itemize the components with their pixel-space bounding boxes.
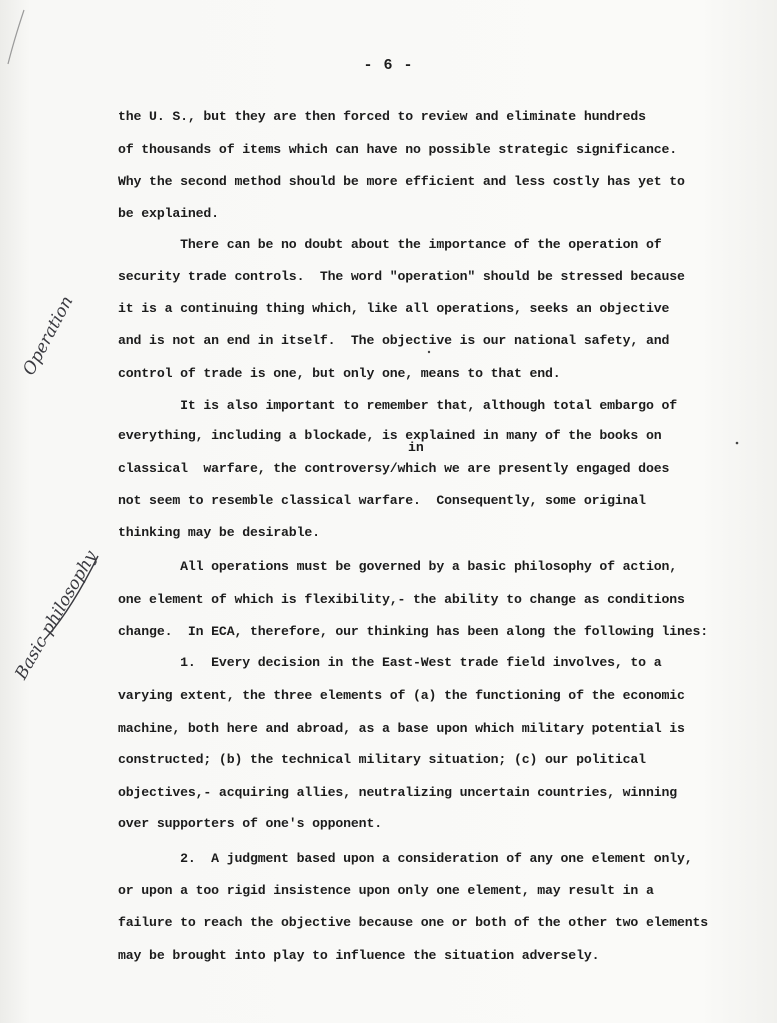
ink-dot (736, 442, 739, 445)
text-line: objectives,- acquiring allies, neutralizing uncertain countries, winning (118, 785, 677, 800)
margin-note-operation: Operation (19, 292, 78, 379)
text-line: machine, both here and abroad, as a base upon which military potential is (118, 721, 685, 736)
text-line: everything, including a blockade, is explained in many of the books on (118, 428, 662, 443)
text-line: There can be no doubt about the importance of the operation of (118, 237, 662, 252)
text-line: 1. Every decision in the East-West trade field involves, to a (118, 655, 662, 670)
page-number: - 6 - (363, 57, 414, 74)
text-line: change. In ECA, therefore, our thinking has been along the following lines: (118, 624, 709, 639)
text-line: 2. A judgment based upon a consideration of any one element only, (118, 851, 693, 866)
text-line: of thousands of items which can have no possible strategic significance. (118, 142, 677, 157)
text-line: thinking may be desirable. (118, 525, 320, 540)
text-line: not seem to resemble classical warfare. Consequently, some original (118, 493, 646, 508)
text-line: constructed; (b) the technical military situation; (c) our political (118, 752, 646, 767)
text-line: be explained. (118, 206, 219, 221)
text-line: over supporters of one's opponent. (118, 816, 382, 831)
text-line: Why the second method should be more efficient and less costly has yet to (118, 174, 685, 189)
text-line: it is a continuing thing which, like all operations, seeks an objective (118, 301, 670, 316)
text-line: It is also important to remember that, although total embargo of (118, 398, 677, 413)
margin-underline-stroke (44, 556, 98, 640)
corner-pen-mark (8, 10, 24, 64)
text-line: control of trade is one, but only one, means to that end. (118, 366, 561, 381)
text-line: varying extent, the three elements of (a) the functioning of the economic (118, 688, 685, 703)
text-line: security trade controls. The word "operation" should be stressed because (118, 269, 685, 284)
text-line: All operations must be governed by a basic philosophy of action, (118, 559, 677, 574)
text-line: may be brought into play to influence the situation adversely. (118, 948, 600, 963)
ink-dot (428, 351, 430, 353)
text-line: one element of which is flexibility,- the ability to change as conditions (118, 592, 685, 607)
text-line: classical warfare, the controversy/which we are presently engaged does (118, 461, 670, 476)
text-line: or upon a too rigid insistence upon only one element, may result in a (118, 883, 654, 898)
margin-note-basic-philosophy: Basic philosophy (11, 547, 102, 683)
text-line: and is not an end in itself. The objective is our national safety, and (118, 333, 670, 348)
text-line: the U. S., but they are then forced to review and eliminate hundreds (118, 109, 646, 124)
handwritten-insertion: in (408, 440, 424, 455)
text-line: failure to reach the objective because one or both of the other two elements (118, 915, 709, 930)
